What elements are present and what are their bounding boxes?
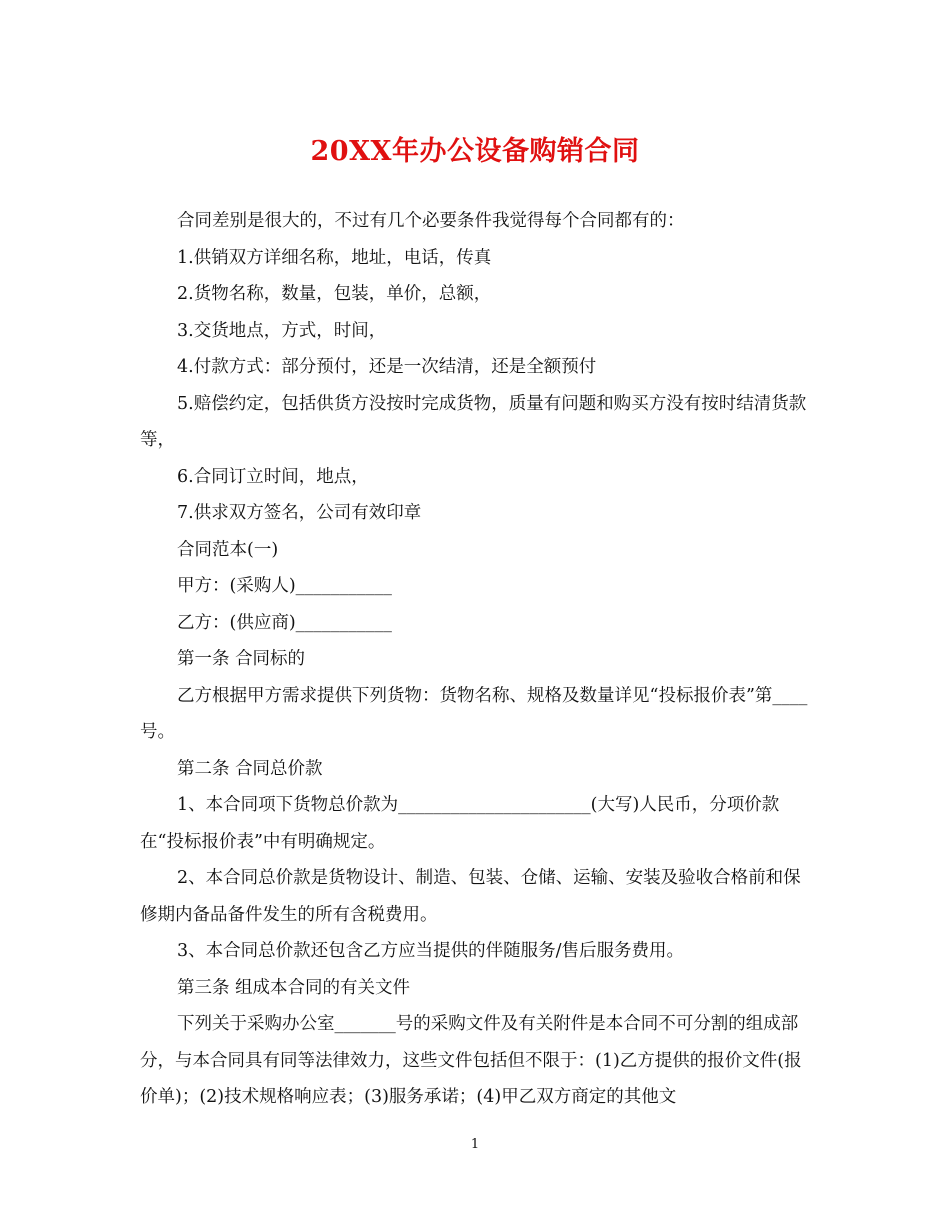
paragraph: 乙方：(供应商)___________: [177, 612, 392, 633]
paragraph: 6.合同订立时间，地点，: [177, 466, 369, 487]
paragraph: 下列关于采购办公室_______号的采购文件及有关附件是本合同不可分割的组成部分，与本合同具有同等法律效力，这些文件包括但不限于：(1)乙方提供的报价文件(报价单)；(2)技术规格响应表；(3)服务承诺；(4)甲乙双方商定的其他文: [140, 1014, 802, 1107]
paragraph: 1、本合同项下货物总价款为______________________(大写)人民币，分项价款在“投标报价表”中有明确规定。: [140, 795, 780, 852]
paragraph: 合同差别是很大的，不过有几个必要条件我觉得每个合同都有的：: [177, 211, 685, 231]
paragraph: 甲方：(采购人)___________: [177, 576, 392, 596]
paragraph: 合同范本(一): [177, 539, 279, 560]
paragraph: 2、本合同总价款是货物设计、制造、包装、仓储、运输、安装及验收合格前和保修期内备品备件发生的所有含税费用。: [140, 868, 801, 925]
paragraph: 5.赔偿约定，包括供货方没按时完成货物，质量有问题和购买方没有按时结清货款等，: [140, 393, 807, 450]
paragraph: 乙方根据甲方需求提供下列货物：货物名称、规格及数量详见“投标报价表”第____号。: [140, 685, 808, 742]
paragraph: 第二条 合同总价款: [177, 758, 323, 779]
paragraph: 第三条 组成本合同的有关文件: [177, 977, 411, 998]
paragraph: 1.供销双方详细名称，地址，电话，传真: [177, 247, 492, 268]
paragraph: 7.供求双方签名，公司有效印章: [177, 503, 422, 523]
paragraph: 3、本合同总价款还包含乙方应当提供的伴随服务/售后服务费用。: [177, 941, 685, 961]
page-number: 1: [470, 1137, 480, 1152]
page-title: 20XX年办公设备购销合同: [310, 136, 640, 167]
paragraph: 第一条 合同标的: [177, 649, 306, 669]
paragraph: 3.交货地点，方式，时间，: [177, 320, 387, 341]
paragraph: 4.付款方式：部分预付，还是一次结清，还是全额预付: [177, 357, 597, 377]
document-body: [140, 203, 812, 1116]
paragraph: 2.货物名称，数量，包装，单价，总额，: [177, 284, 492, 304]
